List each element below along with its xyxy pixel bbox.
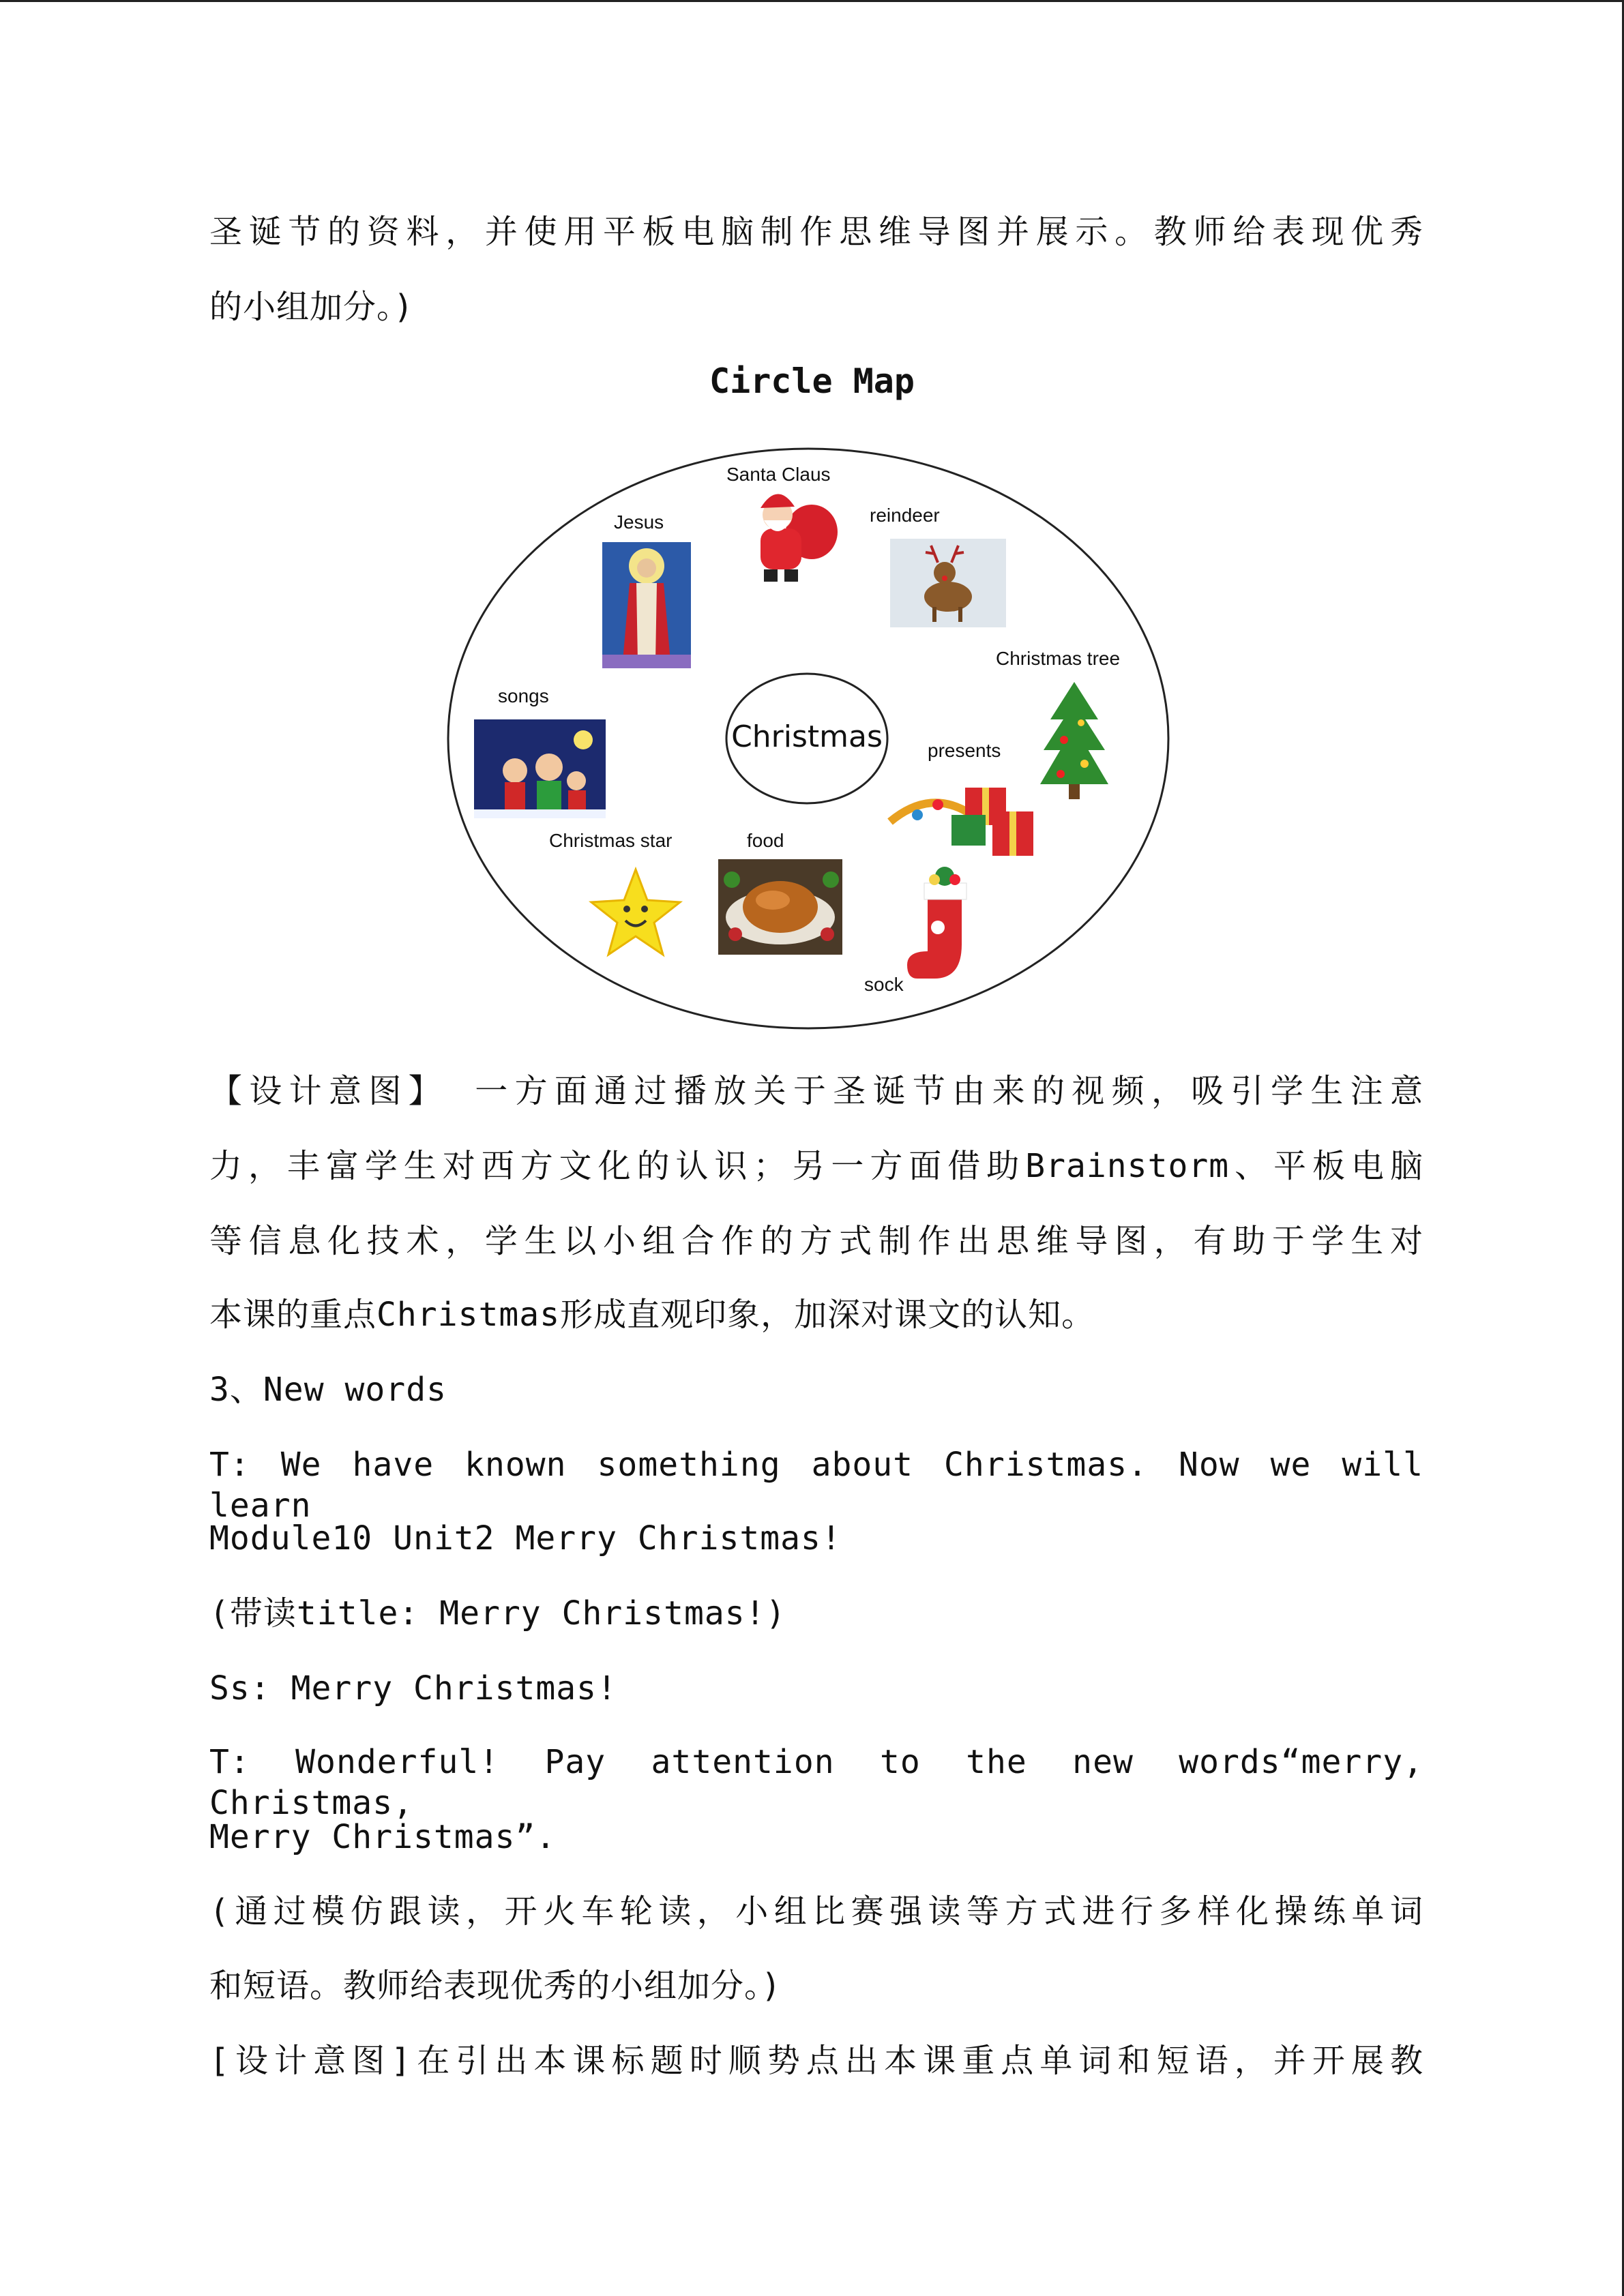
- circle-map-diagram: [447, 440, 1177, 1033]
- section-heading: 3、New words: [209, 1371, 447, 1409]
- jesus-image: [602, 542, 691, 668]
- label-santa-claus: Santa Claus: [726, 464, 831, 485]
- reindeer-image: [890, 539, 1006, 627]
- label-christmas-tree: Christmas tree: [996, 648, 1121, 669]
- circle-map-title: Circle Map: [709, 361, 915, 401]
- paragraph-line: Module10 Unit2 Merry Christmas!: [209, 1519, 842, 1557]
- paragraph-line: (带读title: Merry Christmas!): [209, 1594, 786, 1632]
- label-presents: presents: [928, 740, 1001, 761]
- paragraph-line: 力，丰富学生对西方文化的认识；另一方面借助Brainstorm、平板电脑: [209, 1147, 1423, 1185]
- paragraph-line: Merry Christmas”.: [209, 1818, 557, 1856]
- paragraph-line: 本课的重点Christmas形成直观印象，加深对课文的认知。: [209, 1296, 1095, 1334]
- christmas-star-image: [591, 869, 680, 955]
- paragraph-line: 圣诞节的资料，并使用平板电脑制作思维导图并展示。教师给表现优秀: [209, 213, 1423, 251]
- paragraph-line: 的小组加分。): [209, 288, 414, 326]
- label-christmas-star: Christmas star: [549, 830, 673, 851]
- presents-image: [890, 788, 1033, 856]
- label-food: food: [747, 830, 784, 851]
- paragraph-line: 等信息化技术，学生以小组合作的方式制作出思维导图，有助于学生对: [209, 1222, 1423, 1260]
- paragraph-line: T: Wonderful! Pay attention to the new words“merry, Christmas,: [209, 1743, 1423, 1822]
- label-jesus: Jesus: [614, 511, 664, 533]
- paragraph-line: T: We have known something about Christmas. Now we will learn: [209, 1446, 1423, 1525]
- santa-claus-image: [761, 490, 838, 582]
- label-reindeer: reindeer: [870, 505, 940, 526]
- paragraph-line: [设计意图]在引出本课标题时顺势点出本课重点单词和短语，并开展教: [209, 2042, 1423, 2080]
- label-songs: songs: [498, 685, 549, 706]
- paragraph-line: (通过模仿跟读，开火车轮读，小组比赛强读等方式进行多样化操练单词: [209, 1892, 1423, 1930]
- songs-image: [474, 719, 606, 818]
- paragraph-line: Ss: Merry Christmas!: [209, 1669, 617, 1708]
- sock-image: [907, 867, 966, 979]
- paragraph-line: 【设计意图】 一方面通过播放关于圣诞节由来的视频，吸引学生注意: [209, 1072, 1423, 1110]
- page-border-top: [0, 0, 1624, 2]
- food-image: [718, 859, 842, 955]
- paragraph-line: 和短语。教师给表现优秀的小组加分。): [209, 1967, 782, 2005]
- christmas-tree-image: [1040, 682, 1108, 799]
- center-label: Christmas: [731, 719, 883, 754]
- label-sock: sock: [864, 974, 904, 995]
